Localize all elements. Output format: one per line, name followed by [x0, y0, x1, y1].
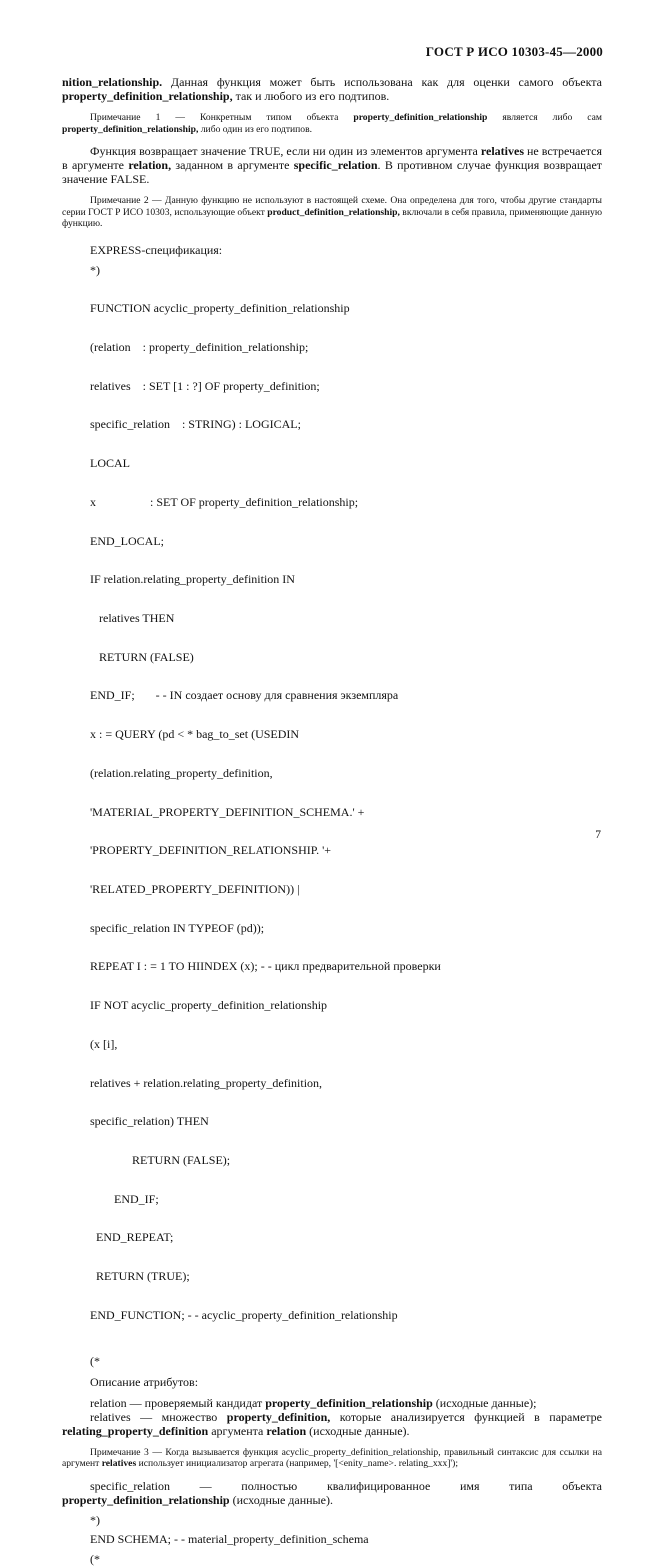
code-line: END_IF; [90, 1191, 159, 1206]
attribute-relation [62, 1396, 602, 1410]
document-header: ГОСТ Р ИСО 10303-45—2000 [425, 44, 603, 59]
returns-term: relatives [480, 144, 524, 158]
code-close-marker: (* [90, 1353, 100, 1368]
note-1-text-3: либо один из его подтипов. [198, 123, 313, 135]
attribute-specific-text-2: (исходные данные). [229, 1492, 333, 1507]
note-3-text-2: использует инициализатор агрегата (например, '[<enity_name>. relating_xxx]'); [136, 1458, 459, 1470]
returns-text-4: . В противном случае функция возвращает значение FALSE. [62, 158, 603, 186]
page-content [62, 75, 602, 1566]
code-line: FUNCTION acyclic_property_definition_relationship [90, 301, 350, 316]
attribute-relatives-text-3: аргумента [208, 1423, 267, 1438]
end-open-marker: *) [90, 1512, 100, 1527]
attributes-label: Описание атрибутов: [90, 1374, 199, 1389]
code-line: (relation : property_definition_relationship; [90, 339, 309, 354]
attribute-relation-text-2: (исходные данные); [432, 1395, 537, 1410]
express-label: EXPRESS-спецификация: [90, 242, 223, 257]
attribute-specific-text: specific_relation — полностью квалифицированное имя типа объекта [90, 1478, 602, 1493]
attribute-relation-term: property_definition_relationship [265, 1395, 433, 1410]
code-line: END_IF; - - IN создает основу для сравнения экземпляра [90, 688, 399, 703]
returns-term-3: specific_relation [293, 158, 378, 172]
returns-paragraph [62, 144, 602, 186]
code-line: END_REPEAT; [90, 1230, 174, 1245]
code-line: END_LOCAL; [90, 533, 164, 548]
note-2 [62, 195, 602, 230]
code-line: IF NOT acyclic_property_definition_relationship [90, 998, 328, 1013]
code-line: RETURN (TRUE); [90, 1269, 190, 1284]
note-1-term-2: property_definition_relationship, [62, 123, 199, 135]
returns-text: Функция возвращает значение TRUE, если ни один из элементов аргумента [90, 144, 481, 158]
intro-term: nition_relationship. [62, 75, 163, 89]
code-line: REPEAT I : = 1 TO HIINDEX (x); - - цикл предварительной проверки [90, 959, 441, 974]
code-line: LOCAL [90, 456, 130, 471]
attribute-relatives-text: relatives — множество [90, 1409, 227, 1424]
express-code-block [90, 276, 602, 1347]
note-1-text-2: является либо сам [487, 112, 602, 123]
code-line: relatives THEN [90, 610, 175, 625]
note-1-text: Примечание 1 — Конкретным типом объекта [90, 112, 354, 123]
returns-term-2: relation, [128, 158, 172, 172]
note-2-term: product_definition_relationship, [267, 206, 400, 218]
attribute-relatives-text-4: (исходные данные). [306, 1423, 410, 1438]
code-line: specific_relation IN TYPEOF (pd)); [90, 920, 265, 935]
attribute-relatives-term-3: relation [266, 1423, 307, 1438]
returns-text-3: заданном в аргументе [171, 158, 294, 172]
code-line: (relation.relating_property_definition, [90, 765, 273, 780]
intro-term-2: property_definition_relationship, [62, 89, 233, 103]
code-line: 'MATERIAL_PROPERTY_DEFINITION_SCHEMA.' + [90, 804, 365, 819]
end-close-marker: (* [90, 1552, 100, 1566]
code-open-marker: *) [90, 262, 100, 277]
code-line: specific_relation) THEN [90, 1114, 209, 1129]
returns-text-2: не встречается в аргументе [62, 144, 603, 172]
end-schema-line: END SCHEMA; - - material_property_definition_schema [90, 1532, 369, 1547]
note-3-text: Примечание 3 — Когда вызывается функция acyclic_property_definition_relationship, правильный синтаксис для ссылки на аргумент [62, 1446, 602, 1470]
attribute-relatives-term: property_definition, [226, 1409, 331, 1424]
code-line: x : SET OF property_definition_relationship; [90, 494, 359, 509]
code-line: relatives : SET [1 : ?] OF property_definition; [90, 378, 320, 393]
attribute-relatives-text-2: которые анализируется функцией в параметре [330, 1409, 603, 1424]
note-2-text-2: включали в себя правила, применяющие данную функцию. [62, 206, 602, 229]
note-1-term: property_definition_relationship [353, 112, 488, 123]
page-number: 7 [595, 829, 601, 841]
intro-paragraph [62, 75, 602, 103]
code-line: (x [i], [90, 1036, 118, 1051]
note-3 [62, 1447, 602, 1470]
attribute-relatives [62, 1410, 602, 1438]
intro-text-2: так и любого из его подтипов. [232, 89, 390, 103]
code-line: x : = QUERY (pd < * bag_to_set (USEDIN [90, 727, 300, 742]
code-line: 'RELATED_PROPERTY_DEFINITION)) | [90, 882, 300, 896]
attribute-relation-text: relation — проверяемый кандидат [90, 1395, 266, 1410]
note-2-text: Примечание 2 — Данную функцию не используют в настоящей схеме. Она определена для того, чтобы другие стандарты серии ГОСТ Р ИСО 10303, использующие объект [62, 195, 602, 218]
code-line: IF relation.relating_property_definition IN [90, 572, 295, 587]
code-line: specific_relation : STRING) : LOGICAL; [90, 417, 301, 432]
note-1 [62, 112, 602, 135]
code-line: END_FUNCTION; - - acyclic_property_definition_relationship [90, 1307, 398, 1322]
attribute-relatives-term-2: relating_property_definition [62, 1423, 209, 1438]
code-line: RETURN (FALSE); [90, 1153, 231, 1168]
code-line: RETURN (FALSE) [90, 649, 194, 664]
note-3-term: relatives [101, 1458, 137, 1470]
code-line: relatives + relation.relating_property_definition, [90, 1075, 323, 1090]
attribute-specific-relation [62, 1479, 602, 1507]
attribute-specific-term: property_definition_relationship [62, 1492, 230, 1507]
code-line: 'PROPERTY_DEFINITION_RELATIONSHIP. '+ [90, 843, 332, 858]
intro-text: Данная функция может быть использована как для оценки самого объекта [162, 75, 602, 89]
